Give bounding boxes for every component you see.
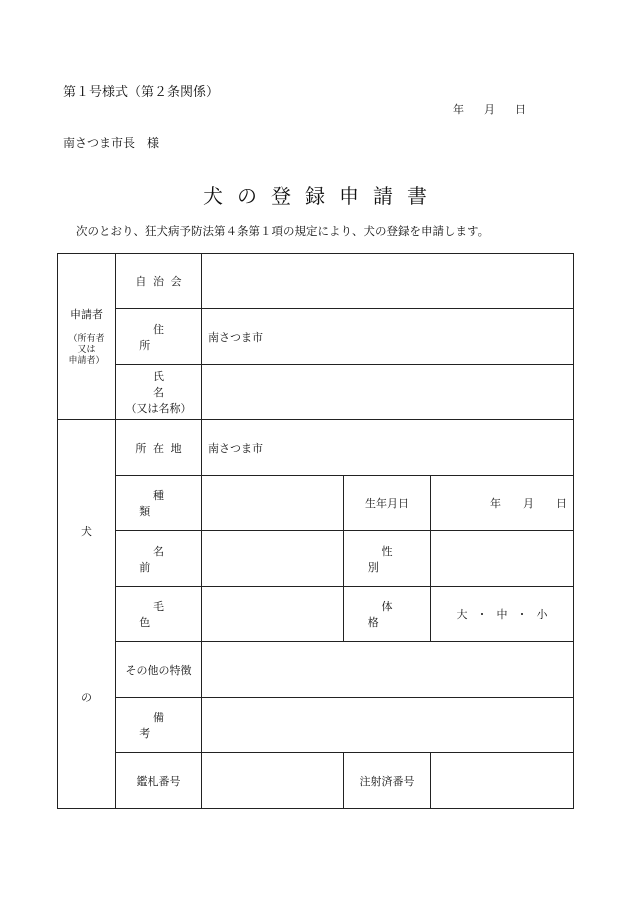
remarks-label: 備考	[139, 711, 192, 740]
vaccine-label-cell	[344, 753, 431, 809]
dog-heading-1: 犬	[81, 525, 92, 538]
size-separator: ・	[476, 608, 488, 621]
breed-label: 種類	[139, 489, 192, 518]
location-label-cell	[116, 420, 202, 476]
document-title: 犬の登録申請書	[203, 184, 441, 208]
date-month-label: 月	[484, 103, 495, 116]
tag-label-cell	[116, 753, 202, 809]
size-separator: ・	[516, 608, 528, 621]
dog-name-label: 名前	[139, 544, 192, 574]
birth-field[interactable]	[431, 476, 574, 531]
birth-month-label: 月	[523, 497, 535, 510]
size-label-cell	[344, 587, 431, 642]
applicant-note-line-1: （所有者	[68, 334, 105, 344]
dog-heading-2: の	[81, 691, 92, 704]
application-date	[453, 101, 526, 117]
vaccine-number-field[interactable]	[431, 753, 574, 809]
name-note: （又は名称）	[125, 402, 192, 415]
applicant-section-label	[58, 254, 116, 420]
address-label: 住所	[139, 322, 192, 352]
applicant-heading: 申請者	[70, 308, 103, 321]
applicant-note-line-3: 申請者）	[68, 356, 105, 366]
size-label: 体格	[367, 600, 420, 629]
address-field[interactable]: 南さつま市	[202, 309, 574, 365]
sex-label-cell	[344, 531, 431, 587]
address-label-cell	[116, 309, 202, 365]
birth-label-cell	[344, 476, 431, 531]
application-table	[57, 253, 574, 809]
features-label-cell	[116, 642, 202, 698]
birth-year-label: 年	[490, 497, 502, 510]
coat-field[interactable]	[202, 587, 344, 642]
tag-label: 鑑札番号	[136, 774, 181, 788]
location-label: 所在地	[135, 441, 189, 455]
dog-section-label	[58, 420, 116, 809]
name-label: 氏名	[153, 370, 192, 399]
features-label: その他の特徴	[125, 663, 192, 677]
applicant-note-line-2: 又は	[77, 345, 96, 355]
addressee: 南さつま市長 様	[63, 136, 160, 150]
size-medium-option[interactable]: 中	[496, 608, 508, 621]
size-large-option[interactable]: 大	[456, 608, 468, 621]
vaccine-label: 注射済番号	[359, 774, 415, 788]
association-label: 自治会	[135, 275, 189, 288]
date-year-label: 年	[453, 103, 464, 116]
birth-day-label: 日	[556, 497, 568, 510]
coat-label-cell	[116, 587, 202, 642]
name-label-cell	[116, 365, 202, 420]
intro-text: 次のとおり、狂犬病予防法第４条第１項の規定により、犬の登録を申請します。	[76, 224, 490, 238]
association-label-cell	[116, 254, 202, 309]
remarks-label-cell	[116, 698, 202, 753]
coat-label: 毛色	[139, 600, 192, 629]
sex-field[interactable]	[431, 531, 574, 587]
remarks-field[interactable]	[202, 698, 574, 753]
size-small-option[interactable]: 小	[536, 608, 548, 621]
features-field[interactable]	[202, 642, 574, 698]
dog-name-field[interactable]	[202, 531, 344, 587]
location-field[interactable]: 南さつま市	[202, 420, 574, 476]
size-options[interactable]	[431, 587, 574, 642]
form-number: 第１号様式（第２条関係）	[63, 85, 220, 100]
tag-number-field[interactable]	[202, 753, 344, 809]
date-day-label: 日	[515, 103, 526, 116]
birth-label: 生年月日	[365, 497, 409, 510]
breed-label-cell	[116, 476, 202, 531]
breed-field[interactable]	[202, 476, 344, 531]
dog-name-label-cell	[116, 531, 202, 587]
sex-label: 性別	[367, 544, 420, 574]
association-field[interactable]	[202, 254, 574, 309]
name-field[interactable]	[202, 365, 574, 420]
